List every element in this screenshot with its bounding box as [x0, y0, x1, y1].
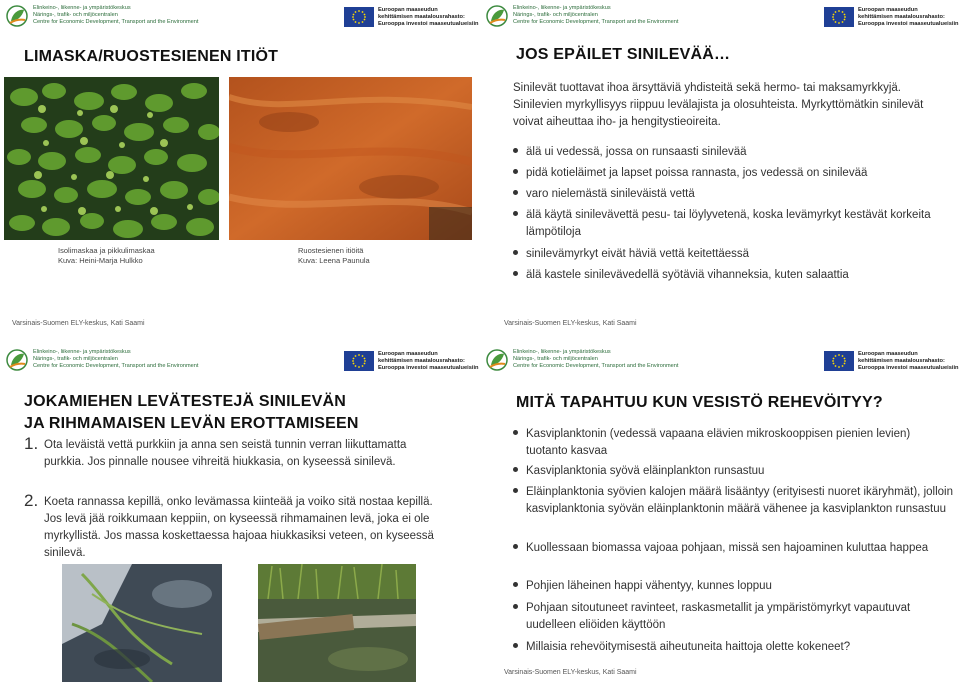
list-item: [513, 600, 953, 634]
eu-text-line3: Eurooppa investoi maaseutualueisiin: [378, 21, 479, 27]
list-item: [513, 186, 953, 203]
eu-text-line1: Euroopan maaseudun: [858, 7, 918, 13]
ely-logo: [6, 5, 199, 29]
caption-credit: Kuva: Leena Paunula: [298, 256, 370, 265]
test-step: [24, 434, 444, 471]
ely-name-fi: Elinkeino-, liikenne- ja ympäristökeskus: [33, 5, 131, 11]
bullet-icon: [513, 211, 518, 216]
bullet-icon: [513, 582, 518, 587]
ely-name-fi: Elinkeino-, liikenne- ja ympäristökeskus: [513, 5, 611, 11]
ely-name-en: Centre for Economic Development, Transport and the Environment: [33, 363, 199, 369]
slide-title: JOS EPÄILET SINILEVÄÄ…: [516, 46, 731, 63]
list-item-text: Kuollessaan biomassa vajoaa pohjaan, missä sen hajoaminen kuluttaa happea: [526, 542, 929, 554]
eu-text-line2: kehittämisen maatalousrahasto:: [378, 14, 465, 20]
caption-text: Isolimaskaa ja pikkulimaskaa: [58, 246, 155, 255]
algae-water-photo: [62, 564, 222, 682]
list-item: [513, 578, 953, 595]
eu-text-line1: Euroopan maaseudun: [378, 7, 438, 13]
eu-text-line2: kehittämisen maatalousrahasto:: [858, 14, 945, 20]
bullet-icon: [513, 643, 518, 648]
eu-text-line3: Eurooppa investoi maaseutualueisiin: [858, 365, 959, 371]
slide-title: JOKAMIEHEN LEVÄTESTEJÄ SINILEVÄN JA RIHMAMAISEN LEVÄN EROTTAMISEEN: [24, 393, 359, 432]
eu-text-line3: Eurooppa investoi maaseutualueisiin: [378, 365, 479, 371]
list-item: [513, 484, 953, 518]
ely-name-sv: Närings-, trafik- och miljöcentralen: [33, 356, 118, 362]
list-item-text: älä kastele sinilevävedellä syötäviä vihanneksia, kuten salaattia: [526, 269, 849, 281]
lake-shore-photo: [258, 564, 416, 682]
eu-text-line2: kehittämisen maatalousrahasto:: [858, 358, 945, 364]
list-item: [513, 207, 953, 241]
list-item: [513, 639, 953, 656]
ely-leaf-icon: [6, 5, 28, 27]
ely-leaf-icon: [486, 5, 508, 27]
list-item-text: varo nielemästä sinileväistä vettä: [526, 188, 695, 200]
list-item: [513, 165, 953, 182]
slide-limaska: [0, 0, 480, 344]
ely-logo: [486, 5, 679, 29]
list-item: [513, 426, 953, 460]
duckweed-photo: [4, 77, 219, 240]
caption-credit: Kuva: Heini-Marja Hulkko: [58, 256, 143, 265]
test-step: [24, 491, 444, 562]
list-item: [513, 144, 953, 161]
list-item-text: Millaisia rehevöitymisestä aiheutuneita haittoja olette kokeneet?: [526, 641, 851, 653]
eu-flag-icon: [824, 7, 854, 27]
eu-flag-icon: [344, 351, 374, 371]
ely-name-en: Centre for Economic Development, Transport and the Environment: [513, 363, 679, 369]
bullet-icon: [513, 169, 518, 174]
bullet-icon: [513, 250, 518, 255]
ely-name-sv: Närings-, trafik- och miljöcentralen: [33, 12, 118, 18]
slide-footer: Varsinais-Suomen ELY-keskus, Kati Saami: [12, 320, 145, 327]
list-item-text: älä ui vedessä, jossa on runsaasti sinilevää: [526, 146, 747, 158]
bullet-icon: [513, 271, 518, 276]
slide-footer: Varsinais-Suomen ELY-keskus, Kati Saami: [504, 320, 637, 327]
intro-paragraph: Sinilevät tuottavat ihoa ärsyttäviä yhdisteitä sekä hermo- tai maksamyrkkyjä. Sinilevien myrkyllisyys riippuu levälajista ja olosuhteista. Myrkyttömätkin sinilevät voivat aiheuttaa iho- ja hengitystieoireita.: [513, 82, 924, 128]
step-number: 1.: [24, 434, 39, 453]
caption-text: Ruostesienen itiöitä: [298, 246, 364, 255]
list-item-text: pidä kotieläimet ja lapset poissa rannasta, jos vedessä on sinilevää: [526, 167, 868, 179]
list-item-text: Kasviplanktonin (vedessä vapaana elävien mikroskooppisen pienien levien) tuotanto kasvaa: [526, 428, 911, 457]
ely-leaf-icon: [6, 349, 28, 371]
eu-text-line3: Eurooppa investoi maaseutualueisiin: [858, 21, 959, 27]
slide-rehevoityminen: [480, 344, 960, 688]
ely-logo: [486, 349, 679, 373]
rust-spores-photo: [229, 77, 472, 240]
bullet-icon: [513, 488, 518, 493]
eu-logo: [824, 351, 959, 373]
list-item: [513, 267, 953, 284]
list-item: [513, 463, 953, 480]
bullet-icon: [513, 430, 518, 435]
photo-caption-duckweed: [58, 246, 155, 266]
step-number: 2.: [24, 491, 39, 510]
slide-title: MITÄ TAPAHTUU KUN VESISTÖ REHEVÖITYY?: [516, 394, 883, 411]
ely-leaf-icon: [486, 349, 508, 371]
ely-name-en: Centre for Economic Development, Transport and the Environment: [33, 19, 199, 25]
slide-footer: Varsinais-Suomen ELY-keskus, Kati Saami: [504, 669, 637, 676]
eu-logo: [344, 351, 479, 373]
step-text: Koeta rannassa kepillä, onko levämassa kiinteää ja voiko sitä nostaa kepillä. Jos levä jää roikkumaan keppiin, on kyseessä rihmamainen levä, joka ei ole myrkyllistä. Jos massa koskettaessa hajoaa hiukkasiksi veteen, on kyseessä sinilevä.: [44, 496, 434, 559]
bullet-icon: [513, 544, 518, 549]
bullet-icon: [513, 467, 518, 472]
list-item-text: Pohjien läheinen happi vähentyy, kunnes loppuu: [526, 580, 772, 592]
eu-flag-icon: [824, 351, 854, 371]
ely-name-en: Centre for Economic Development, Transport and the Environment: [513, 19, 679, 25]
slide-levatestit: [0, 344, 480, 688]
ely-name-sv: Närings-, trafik- och miljöcentralen: [513, 12, 598, 18]
list-item-text: Kasviplanktonia syövä eläinplankton runsastuu: [526, 465, 765, 477]
slide-title: LIMASKA/RUOSTESIENEN ITIÖT: [24, 48, 279, 65]
eu-text-line1: Euroopan maaseudun: [378, 351, 438, 357]
list-item-text: älä käytä sinilevävettä pesu- tai löylyvetenä, koska levämyrkyt kestävät korkeita lämpötiloja: [526, 209, 931, 238]
eu-text-line1: Euroopan maaseudun: [858, 351, 918, 357]
bullet-icon: [513, 190, 518, 195]
slide-sinilevaa: [480, 0, 960, 344]
eu-logo: [344, 7, 479, 29]
list-item: [513, 540, 953, 557]
eu-text-line2: kehittämisen maatalousrahasto:: [378, 358, 465, 364]
eu-logo: [824, 7, 959, 29]
list-item: [513, 246, 953, 263]
photo-caption-rust: [298, 246, 370, 266]
ely-logo: [6, 349, 199, 373]
bullet-icon: [513, 604, 518, 609]
step-text: Ota leväistä vettä purkkiin ja anna sen seistä tunnin verran liikuttamatta purkkia. Jos pinnalle nousee vihreitä hiukkasia, on kyseessä sinilevä.: [44, 439, 407, 468]
ely-name-fi: Elinkeino-, liikenne- ja ympäristökeskus: [513, 349, 611, 355]
ely-name-sv: Närings-, trafik- och miljöcentralen: [513, 356, 598, 362]
bullet-icon: [513, 148, 518, 153]
eu-flag-icon: [344, 7, 374, 27]
list-item-text: sinilevämyrkyt eivät häviä vettä keitettäessä: [526, 248, 750, 260]
ely-name-fi: Elinkeino-, liikenne- ja ympäristökeskus: [33, 349, 131, 355]
list-item-text: Eläinplanktonia syövien kalojen määrä lisääntyy (erityisesti nuoret ikäryhmät), jolloin kasviplanktonia syövän eläinplanktonin määrä vähenee ja kasviplankton runsastuu: [526, 486, 953, 515]
list-item-text: Pohjaan sitoutuneet ravinteet, raskasmetallit ja ympäristömyrkyt vapautuvat uudelleen eliöiden käyttöön: [526, 602, 911, 631]
